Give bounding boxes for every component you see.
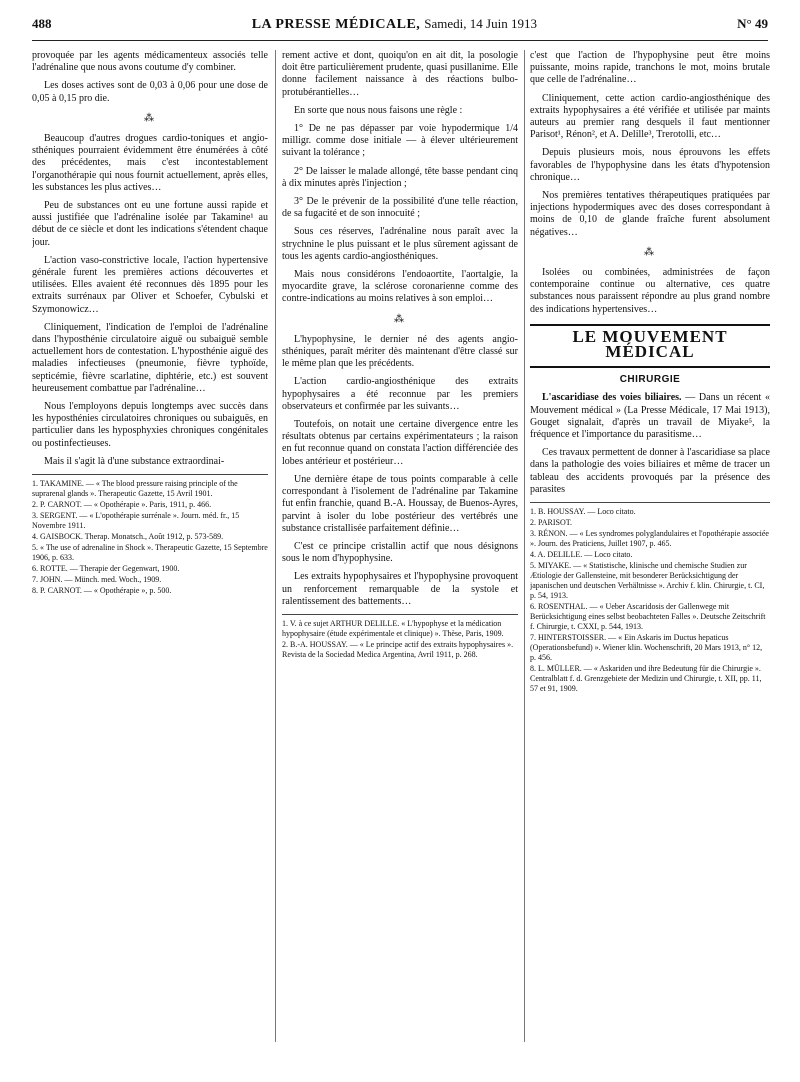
column-divider <box>524 50 525 1042</box>
page-header <box>32 16 768 38</box>
column-divider <box>275 50 276 1042</box>
paragraph: Peu de substances ont eu une fortune aussi rapide et aussi justifiée que l'adrénaline isolée par Takamine¹ au début de ce siècle et dont les indications s'étendent chaque jour. <box>32 200 268 248</box>
paragraph: L'hypophysine, le dernier né des agents angiosthéniques, paraît mériter dès maintenant d'être classé sur le même plan que les précédents. <box>282 333 518 370</box>
footnote: 5. « The use of adrenaline in Shock ». Therapeutic Gazette, 15 Septembre 1906, p. 633. <box>32 543 268 563</box>
paragraph: Sous ces réserves, l'adrénaline nous paraît avec la strychnine le plus puissant et le plus sûrement agissant de tous les agents cardio-angiosthéniques. <box>282 226 518 262</box>
journal-title: LA PRESSE MÉDICALE, <box>251 17 421 32</box>
paragraph: Les extraits hypophysaires et l'hypophysine provoquent un renforcement remarquable de la systole et ralentissement des battements… <box>282 571 518 607</box>
section-heading-box <box>530 324 770 368</box>
paragraph: rement active et dont, quoiqu'on en ait dit, la posologie doit être particulièrement prudente, quasi pusillanime. Elle donne facilement naissance à des réactions bulbo-protubérantielles… <box>282 50 518 98</box>
footnote: 1. TAKAMINE. — « The blood pressure raising principle of the suprarenal glands ». Therapeutic Gazette, 15 Avril 1901. <box>32 479 238 499</box>
paragraph: L'action cardio-angiosthénique des extraits hypophysaires a été reconnue par les premiers observateurs et confirmée par les suivants… <box>282 376 518 412</box>
paragraph: Mais nous considérons l'endoaortite, l'aortalgie, la myocardite grave, la sclérose coronarienne comme des contre-indications au moins relatives à son emploi… <box>282 269 518 305</box>
paragraph: Les doses actives sont de 0,03 à 0,06 pour une dose de 0,05 à 0,15 pro die. <box>32 80 268 104</box>
footnote: 5. MIYAKE. — « Statistische, klinische und chemische Studien zur Ætiologie der Gallensteine, mit besonderer Berücksichtigung der japanischen und deutschen Verhältnisse ». Archiv f. klin. Chirurgie, t. CI, p. 54, 1913. <box>530 561 765 601</box>
footnote: 8. P. CARNOT. — « Opothérapie », p. 500. <box>32 586 172 596</box>
paragraph: Mais il s'agit là d'une substance extraordinai- <box>44 455 225 467</box>
article-title: L'ascaridiase des voies biliaires. <box>542 392 682 404</box>
paragraph: Toutefois, on notait une certaine divergence entre les résultats obtenus par certains expérimentateurs ; la raison en fut reconnue quand on constata l'action différenciée des lobes antérieur et postérieur… <box>282 419 518 467</box>
footnotes <box>32 474 268 596</box>
issue-date: Samedi, 14 Juin 1913 <box>424 16 537 31</box>
paragraph: En sorte que nous nous faisons une règle : <box>294 104 463 116</box>
footnote: 2. PARISOT. <box>530 518 573 528</box>
section-separator: ⁂ <box>144 112 156 124</box>
article-text: — Dans un récent « Mouvement médical » (La Presse Médicale, 17 Mai 1913), Gouget signalait, d'après un travail de Miyake⁵, la fréquence et l'importance du parasitisme… <box>530 392 770 441</box>
footnote: 8. L. MÜLLER. — « Askariden und ihre Bedeutung für die Chirurgie ». Centralblatt f. d. Grenzgebiete der Medizin und Chirurgie, t. XII, pp. 11, 57 et 91, 1909. <box>530 664 762 694</box>
footnote: 2. P. CARNOT. — « Opothérapie ». Paris, 1911, p. 466. <box>32 500 212 510</box>
paragraph: Cliniquement, l'indication de l'emploi de l'adrénaline dans l'hyposthénie circulatoire aiguë ou subaiguë semble actuellement hors de contestation. L'hyposthénie aiguë des maladies infectieuses (pneumonie, fièvre typhoïde, septicémie, fièvre scarlatine, diphtérie, etc.) est souvent heureusement combattue par l'adrénaline… <box>32 321 268 394</box>
column-2 <box>282 50 518 1042</box>
footnote: 6. ROSENTHAL. — « Ueber Ascaridosis der Gallenwege mit Berücksichtigung eines selbst beobachteten Falles ». Deutsche Zeitschrift f. Chirurgie, t. CXXI, p. 544, 1913. <box>530 602 766 632</box>
footnote: 3. RÉNON. — « Les syndromes polyglandulaires et l'opothérapie associée ». Journ. des Praticiens, Juillet 1907, p. 465. <box>530 529 769 549</box>
footnotes <box>282 614 518 660</box>
journal-masthead <box>252 16 537 33</box>
paragraph: c'est que l'action de l'hypophysine peut être moins puissante, moins rapide, tranchons le mot, moins brutale que celle de l'adrénaline… <box>530 50 770 86</box>
paragraph: L'action vaso-constrictive locale, l'action hypertensive générale furent les premières actions découvertes et utilisées. Elles avaient été reconnues dès 1895 pour les extraits surrénaux par Oliver et Schoefer, Cybulski et Szymonowicz… <box>32 254 268 315</box>
paragraph: Une dernière étape de tous points comparable à celle correspondant à l'isolement de l'adrénaline par Takamine fut enfin franchie, quand B.-A. Houssay, de Buenos-Ayres, parvint à isoler du lobe postérieur des vertébrés une substance cristallisée parfaitement définie… <box>282 473 518 534</box>
footnote: 4. A. DELILLE. — Loco citato. <box>530 550 633 560</box>
paragraph: Nos premières tentatives thérapeutiques pratiquées par injections hypodermiques avec des doses correspondant à moins de 0,10 de glande fraîche furent absolument négatives… <box>530 190 770 238</box>
footnote: 2. B.-A. HOUSSAY. — « Le principe actif des extraits hypophysaires ». Revista de la Sociedad Medica Argentina, Avril 1911, p. 268. <box>282 639 514 659</box>
footnote: 7. JOHN. — Münch. med. Woch., 1909. <box>32 575 162 585</box>
footnotes <box>530 502 770 694</box>
paragraph: 3° De le prévenir de la possibilité d'une telle réaction, de sa fugacité et de son innocuité ; <box>282 196 518 220</box>
footnote: 3. SERGENT. — « L'opothérapie surrénale ». Journ. méd. fr., 15 Novembre 1911. <box>32 511 240 531</box>
paragraph: provoquée par les agents médicamenteux associés telle l'adrénaline que nous avons coutume d'y combiner. <box>32 50 268 74</box>
footnote: 1. B. HOUSSAY. — Loco citato. <box>530 507 636 517</box>
issue-number: N° 49 <box>737 16 768 31</box>
header-rule <box>32 40 768 41</box>
section-separator: ⁂ <box>644 246 656 258</box>
footnote: 1. V. à ce sujet ARTHUR DELILLE. « L'hypophyse et la médication hypophysaire (étude expérimentale et clinique) ». Thèse, Paris, 1909. <box>282 618 504 638</box>
page-number: 488 <box>32 16 52 31</box>
paragraph: Ces travaux permettent de donner à l'ascaridiase sa place dans la pathologie des voies biliaires et même de tracer un tableau des accidents provoqués par la présence des parasites <box>530 447 770 495</box>
paragraph: 2° De laisser le malade allongé, tête basse pendant cinq à dix minutes après l'injection ; <box>282 165 518 189</box>
column-3 <box>530 50 770 1042</box>
paragraph: Cliniquement, cette action cardio-angiosthénique des extraits hypophysaires a été vérifiée et utilisée par maints auteurs au premier rang desquels il faut mentionner Parisot¹, Rénon², et A. Delille³, Trerotolli, etc… <box>530 92 770 141</box>
paragraph: Nous l'employons depuis longtemps avec succès dans les hyposthénies circulatoires chroniques ou subaiguës, en particulier dans les hyposphyxies chroniques congénitales ou postinfectieuses. <box>32 401 268 449</box>
footnote: 7. HINTERSTOISSER. — « Ein Askaris im Ductus hepaticus (Operationsbefund) ». Wiener klin. Wochenschrift, 20 Mars 1913, n° 12, p. 456. <box>530 633 763 663</box>
article-paragraph <box>530 392 770 441</box>
footnote: 6. ROTTE. — Therapie der Gegenwart, 1900. <box>32 564 180 574</box>
footnote: 4. GAISBOCK. Therap. Monatsch., Août 1912, p. 573-589. <box>32 532 224 542</box>
section-title: LE MOUVEMENT MÉDICAL <box>572 326 728 362</box>
paragraph: Beaucoup d'autres drogues cardio-toniques et angio-sthéniques pourraient évidemment être énumérées à côté des précédentes, mais c'est incontestablement l'organothérapie qui nous fournit actuellement, après elles, les substances les plus actives… <box>32 133 268 193</box>
paragraph: C'est ce principe cristallin actif que nous désignons sous le nom d'hypophysine. <box>282 540 518 565</box>
paragraph: Depuis plusieurs mois, nous éprouvons les effets favorables de l'hypophysine dans les états d'hypotension chronique… <box>530 147 770 183</box>
paragraph: 1° De ne pas dépasser par voie hypodermique 1/4 milligr. comme dose initiale — à élever ultérieurement suivant la tolérance ; <box>282 123 518 159</box>
paragraph: Isolées ou combinées, administrées de façon contemporaine continue ou alternative, ces quatre substances nous paraissent répondre au plus grand nombre des indications hypertensives… <box>530 267 770 315</box>
subsection-title: CHIRURGIE <box>619 374 681 386</box>
column-1 <box>32 50 268 1042</box>
section-separator: ⁂ <box>394 313 406 325</box>
